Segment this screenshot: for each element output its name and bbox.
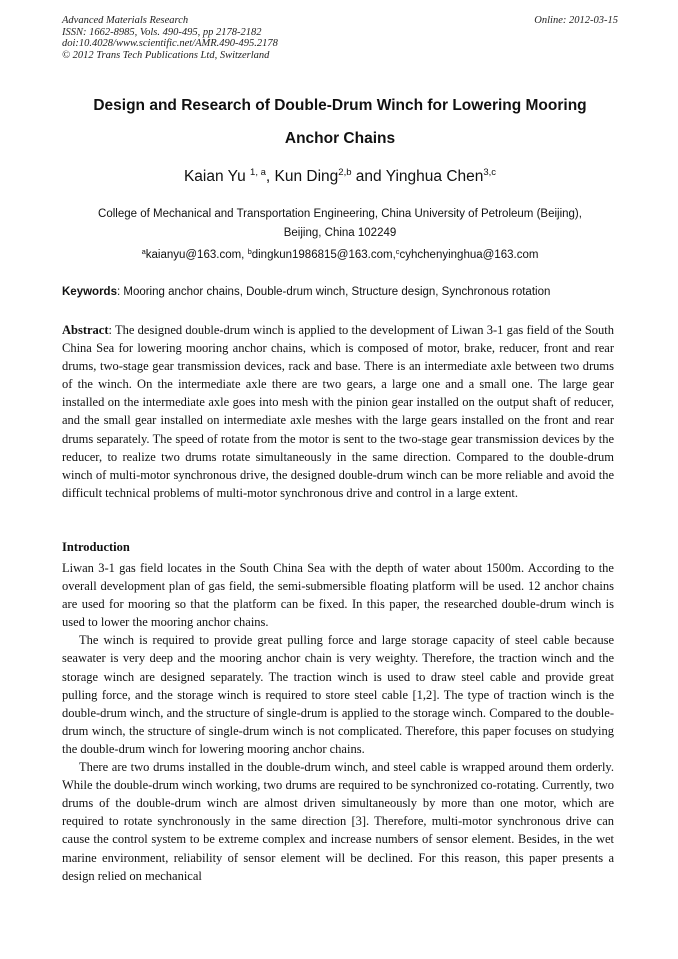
copyright-line: © 2012 Trans Tech Publications Ltd, Switzerland (62, 49, 270, 61)
doi-line: doi:10.4028/www.scientific.net/AMR.490-495.2178 (62, 38, 278, 49)
author-name: Kaian Yu (183, 168, 251, 185)
paragraph: The winch is required to provide great pulling force and large storage capacity of steel cable because seawater is very deep and the mooring anchor chain is very weighty. Therefore, the traction winch and the storage winch are designed separately. The traction winch is used to draw steel cable and provide great pulling force, and the storage winch is required to store steel cable [1,2]. The type of traction winch is the double-drum winch, and the structure of single-drum is applied to the storage winch. Compared to the double-drum winch, the structure of single-drum winch is not complicated. Therefore, this paper focuses on studying the double-drum winch for lowering mooring anchor chains. (62, 633, 614, 756)
author-separator: and (351, 168, 386, 185)
affiliation-line-2: Beijing, China 102249 (283, 227, 397, 239)
email-list (62, 244, 618, 263)
title-line-1: Design and Research of Double-Drum Winch for Lowering Mooring (93, 97, 587, 114)
section-heading-introduction: Introduction (62, 540, 130, 554)
affiliation-line-1: College of Mechanical and Transportation Engineering, China University of Petroleum (Beijing), (98, 208, 582, 220)
email-address[interactable]: kaianyu@163.com, (145, 249, 248, 261)
email-address[interactable]: cyhchenyinghua@163.com (399, 249, 539, 261)
email-mark: b (247, 247, 252, 256)
introduction-body (62, 559, 614, 885)
issn-line: ISSN: 1662-8985, Vols. 490-495, pp 2178-2182 (62, 26, 262, 38)
author-affiliation-mark: 3,c (483, 167, 497, 178)
title-line-2: Anchor Chains (284, 130, 396, 147)
author-separator: , (265, 168, 275, 185)
email-mark: a (141, 247, 146, 256)
paragraph: Liwan 3-1 gas field locates in the South China Sea with the depth of water about 1500m. According to the overall development plan of gas field, the semi-submersible floating platform will be used. 12 anchor chains are used for mooring so that the platform can be fixed. In this paper, the researched double-drum winch is used to lower the mooring anchor chains. (62, 561, 614, 630)
paper-title (62, 89, 618, 155)
abstract (62, 321, 614, 502)
abstract-text: : The designed double-drum winch is applied to the development of Liwan 3-1 gas field of the South China Sea for lowering mooring anchor chains, which is composed of motor, brake, reducer, front and rear drums, two-stage gear transmission devices, rack and base. There is an intermediate axle between two drums of the winch. On the intermediate axle there are two gears, a large one and a small one. The large gear installed on the intermediate axle goes into mesh with the pinion gear installed on the output shaft of reducer, and the small gear installed on intermediate axle meshes with the large gears installed on the front and rear drums separately. The speed of rotate from the motor is sent to the two-stage gear transmission devices by the reducer, to realize two drums rotate simultaneously in the same direction. Compared to the double-drum winch of multi-motor synchronous drive, the designed double-drum winch can be more reliable and avoid the difficult technical problems of multi-motor synchronous drive and control in a large extent. (62, 323, 614, 500)
email-mark: c (395, 247, 400, 256)
author-name: Yinghua Chen (385, 168, 484, 185)
affiliation (62, 205, 618, 243)
journal-name: Advanced Materials Research (62, 15, 189, 26)
author-name: Kun Ding (274, 168, 339, 185)
keywords (62, 284, 618, 300)
keywords-label: Keywords (62, 286, 117, 298)
author-affiliation-mark: 2,b (338, 167, 352, 178)
paragraph: There are two drums installed in the double-drum winch, and steel cable is wrapped around them orderly. While the double-drum winch working, two drums are required to be synchronized co-rotating. Currently, two drums of the double-drum winch are almost driven simultaneously by more than one motor, which are required to rotate synchronously in the same direction [3]. Therefore, multi-motor synchronous drive can cause the control system to be extreme complex and increase numbers of sensor element. Besides, in the wet marine environment, reliability of sensor element will be declined. For this reason, this paper presents a design relied on mechanical (62, 760, 614, 883)
email-address[interactable]: dingkun1986815@163.com, (251, 249, 396, 261)
abstract-label: Abstract (62, 323, 109, 337)
author-list (62, 163, 618, 187)
author-affiliation-mark: 1, a (250, 167, 266, 178)
keywords-text: : Mooring anchor chains, Double-drum winch, Structure design, Synchronous rotation (116, 286, 551, 298)
journal-header (62, 15, 618, 61)
online-date: Online: 2012-03-15 (534, 15, 618, 26)
